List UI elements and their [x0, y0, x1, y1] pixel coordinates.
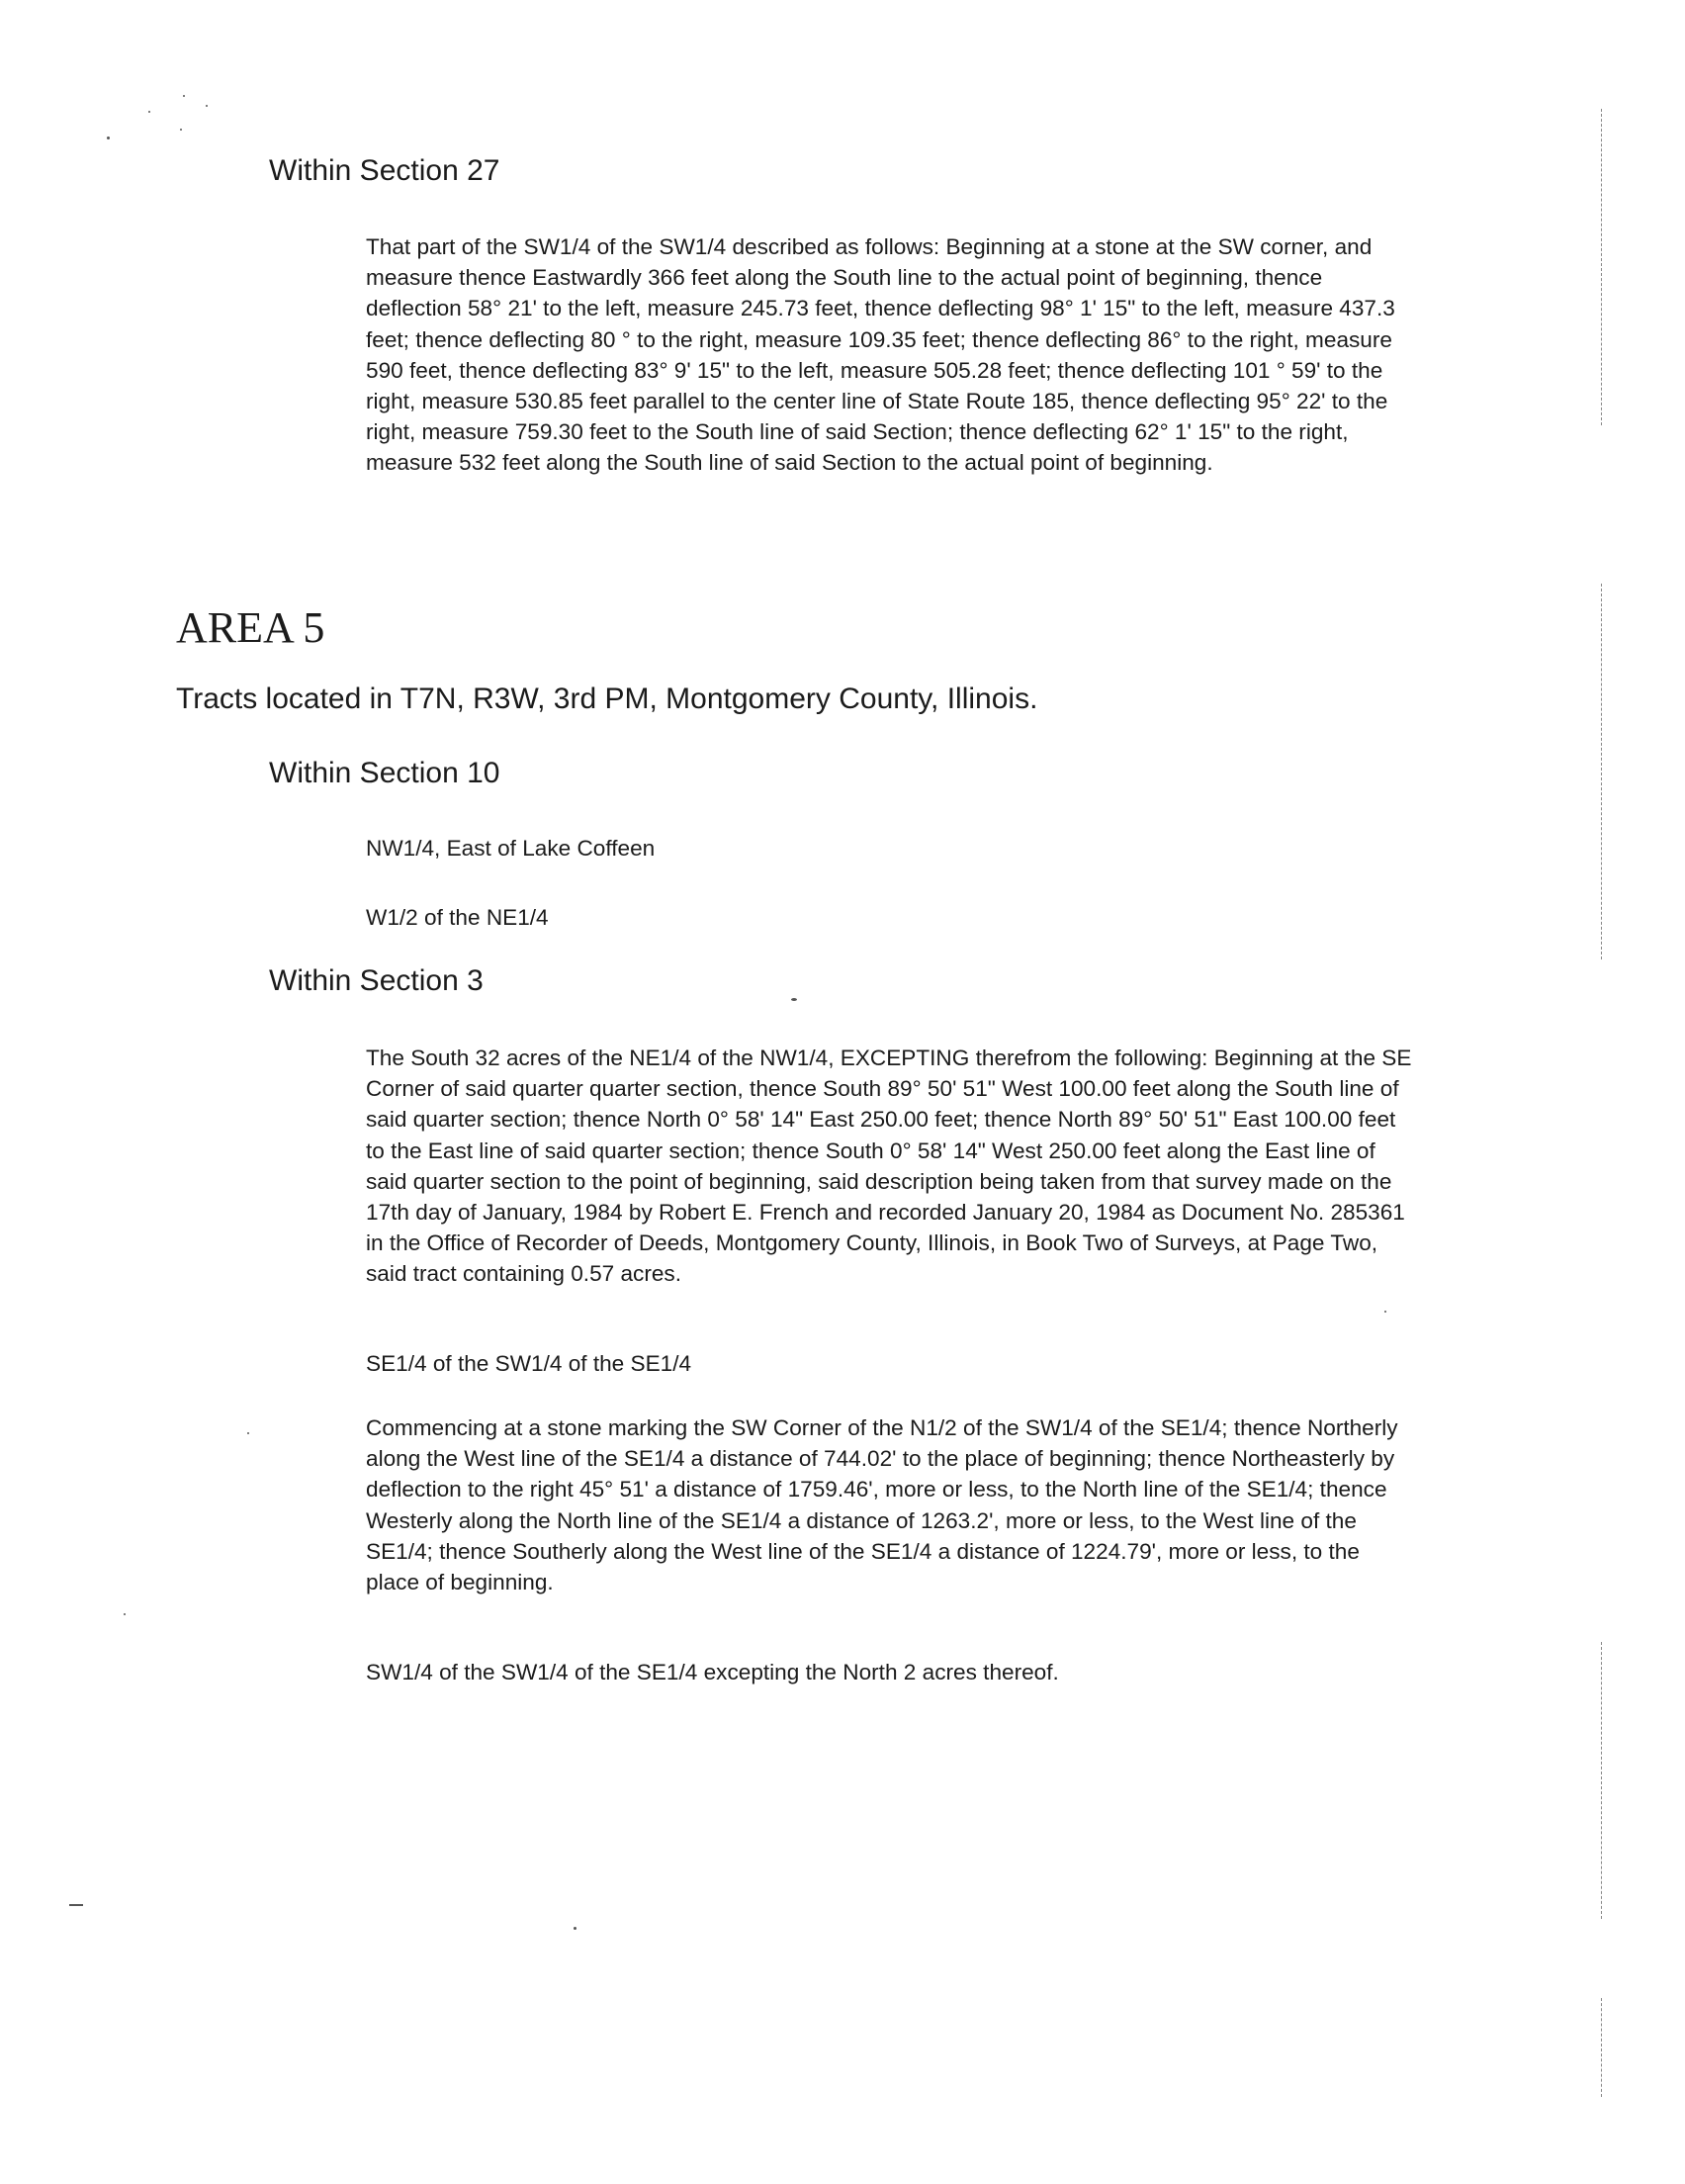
scan-speck [148, 111, 150, 113]
section-27-description: That part of the SW1/4 of the SW1/4 described as follows: Beginning at a stone at the SW corner, and measure thence Eastwardly 366 feet along the South line to the actual point of beginning, thence deflection 58° 21' to the left, measure 245.73 feet, thence deflecting 98° 1' 15" to the left, measure 437.3 feet; thence deflecting 80 ° to the right, measure 109.35 feet; thence deflecting 86° to the right, measure 590 feet, thence deflecting 83° 9' 15" to the left, measure 505.28 feet; thence deflecting 101 ° 59' to the right, measure 530.85 feet parallel to the center line of State Route 185, thence deflecting 95° 22' to the right, measure 759.30 feet to the South line of said Section; thence deflecting 62° 1' 15" to the right, measure 532 feet along the South line of said Section to the actual point of beginning. [366, 234, 1395, 476]
scan-speck [107, 136, 110, 139]
section-10-item: NW1/4, East of Lake Coffeen [366, 836, 656, 861]
section-27-heading: Within Section 27 [269, 154, 500, 187]
scan-edge-line [1601, 1998, 1602, 2097]
scan-edge-line [1601, 584, 1602, 959]
scan-speck [69, 1904, 83, 1906]
scan-speck [183, 95, 185, 97]
section-3-commencing-paragraph: Commencing at a stone marking the SW Corner of the N1/2 of the SW1/4 of the SE1/4; thence Northerly along the West line of the SE1/4 a distance of 744.02' to the place of beginning; thence Northeasterly by deflection to the right 45° 51' a distance of 1759.46', more or less, to the North line of the SE1/4; thence Westerly along the North line of the SE1/4 a distance of 1263.2', more or less, to the West line of the SE1/4; thence Southerly along the West line of the SE1/4 a distance of 1224.79', more or less, to the place of beginning. [366, 1415, 1398, 1595]
scan-speck [247, 1432, 249, 1434]
section-10-item: W1/2 of the NE1/4 [366, 905, 549, 930]
area-5-title: AREA 5 [176, 603, 325, 652]
scan-edge-line [1601, 1642, 1602, 1919]
section-3-exception-paragraph: The South 32 acres of the NE1/4 of the NW1/4, EXCEPTING therefrom the following: Beginning at the SE Corner of said quarter quarter section, thence South 89° 50' 51" West 100.00 feet along the South line of said quarter section; thence North 0° 58' 14" East 250.00 feet; thence North 89° 50' 51" East 100.00 feet to the East line of said quarter section; thence South 0° 58' 14" West 250.00 feet along the East line of said quarter section to the point of beginning, said description being taken from that survey made on the 17th day of January, 1984 by Robert E. French and recorded January 20, 1984 as Document No. 285361 in the Office of Recorder of Deeds, Montgomery County, Illinois, in Book Two of Surveys, at Page Two, said tract containing 0.57 acres. [366, 1046, 1412, 1287]
section-10-heading: Within Section 10 [269, 757, 500, 789]
scan-speck [180, 129, 182, 131]
scan-speck [124, 1613, 126, 1615]
section-3-tract-line: SE1/4 of the SW1/4 of the SE1/4 [366, 1351, 692, 1376]
section-3-final-line: SW1/4 of the SW1/4 of the SE1/4 excepting the North 2 acres thereof. [366, 1660, 1059, 1684]
scan-speck [574, 1927, 576, 1930]
scan-edge-line [1601, 109, 1602, 425]
scan-speck [206, 105, 208, 107]
section-3-heading: Within Section 3 [269, 964, 484, 997]
scan-speck [1384, 1311, 1386, 1313]
tracts-intro: Tracts located in T7N, R3W, 3rd PM, Montgomery County, Illinois. [176, 682, 1038, 715]
scan-speck [791, 998, 797, 1001]
